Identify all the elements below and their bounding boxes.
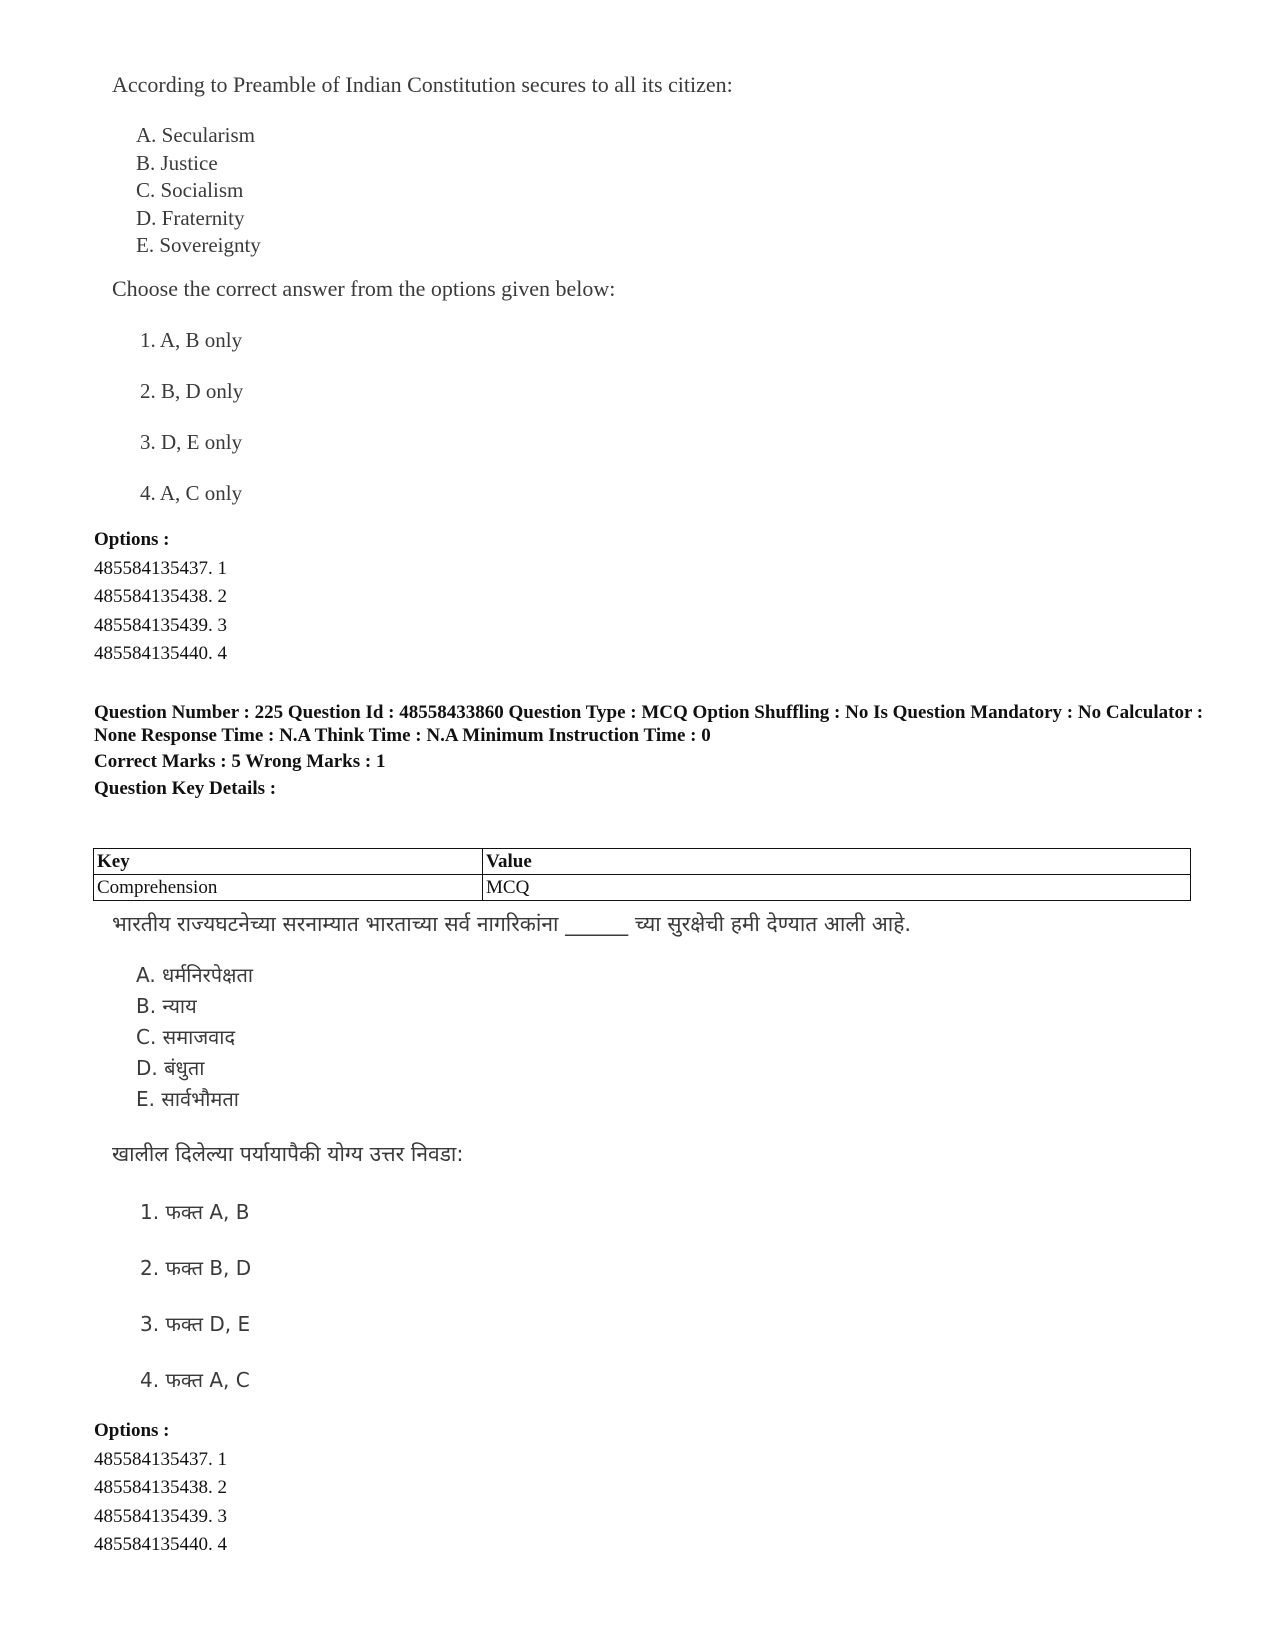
marks-info: Correct Marks : 5 Wrong Marks : 1: [94, 751, 386, 772]
table-row: [94, 875, 1191, 901]
question-instruction: खालील दिलेल्या पर्यायापैकी योग्य उत्तर निवडा:: [112, 1142, 464, 1166]
key-details-table: [93, 848, 1191, 901]
options-section: [94, 1417, 227, 1560]
table-cell: Comprehension: [94, 875, 483, 901]
statement-item: C. Socialism: [136, 178, 244, 202]
question-stem: भारतीय राज्यघटनेच्या सरनाम्यात भारताच्या सर्व नागरिकांना ______ च्या सुरक्षेची हमी देण्यात आली आहे.: [112, 912, 912, 936]
option-id: 485584135437. 1: [94, 1448, 227, 1470]
answer-choice: 4. फक्त A, C: [140, 1368, 250, 1392]
option-id: 485584135439. 3: [94, 1505, 227, 1527]
statement-item: A. धर्मनिरपेक्षता: [136, 963, 254, 987]
statement-item: C. समाजवाद: [136, 1025, 236, 1049]
option-id: 485584135440. 4: [94, 1534, 227, 1555]
option-id: 485584135438. 2: [94, 1477, 227, 1498]
options-section: [94, 526, 227, 669]
question-instruction: Choose the correct answer from the options given below:: [112, 276, 616, 301]
statement-list: [136, 122, 261, 260]
answer-choice: 2. फक्त B, D: [140, 1256, 252, 1280]
option-id: 485584135440. 4: [94, 643, 227, 664]
answer-choice: 2. B, D only: [140, 379, 244, 403]
answer-choice: 3. D, E only: [140, 430, 243, 454]
option-id: 485584135439. 3: [94, 614, 227, 636]
table-header-row: [94, 849, 1191, 875]
statement-item: D. बंधुता: [136, 1056, 205, 1080]
table-header: Value: [483, 849, 1191, 875]
statement-list: [136, 960, 253, 1115]
table-header: Key: [94, 849, 483, 875]
question-meta: Question Number : 225 Question Id : 48558433860 Question Type : MCQ Option Shuffling : No Is Question Mandatory : No Calculator : None Response Time : N.A Think Time : N.A Minimum Instruction Time : 0: [94, 702, 1204, 746]
statement-item: A. Secularism: [136, 123, 255, 147]
question-stem: According to Preamble of Indian Constitution secures to all its citizen:: [112, 72, 733, 97]
table-cell: MCQ: [483, 875, 1191, 901]
answer-choice: 3. फक्त D, E: [140, 1312, 251, 1336]
statement-item: E. सार्वभौमता: [136, 1087, 239, 1111]
option-id: 485584135437. 1: [94, 557, 227, 579]
options-label: Options :: [94, 529, 170, 550]
options-label: Options :: [94, 1420, 170, 1441]
statement-item: B. न्याय: [136, 994, 197, 1018]
statement-item: E. Sovereignty: [136, 233, 261, 257]
key-details-label: Question Key Details :: [94, 778, 277, 799]
answer-choice: 4. A, C only: [140, 481, 243, 505]
statement-item: D. Fraternity: [136, 205, 245, 230]
statement-item: B. Justice: [136, 150, 218, 175]
answer-choice: 1. फक्त A, B: [140, 1200, 250, 1224]
answer-choice: 1. A, B only: [140, 328, 243, 352]
option-id: 485584135438. 2: [94, 586, 227, 607]
